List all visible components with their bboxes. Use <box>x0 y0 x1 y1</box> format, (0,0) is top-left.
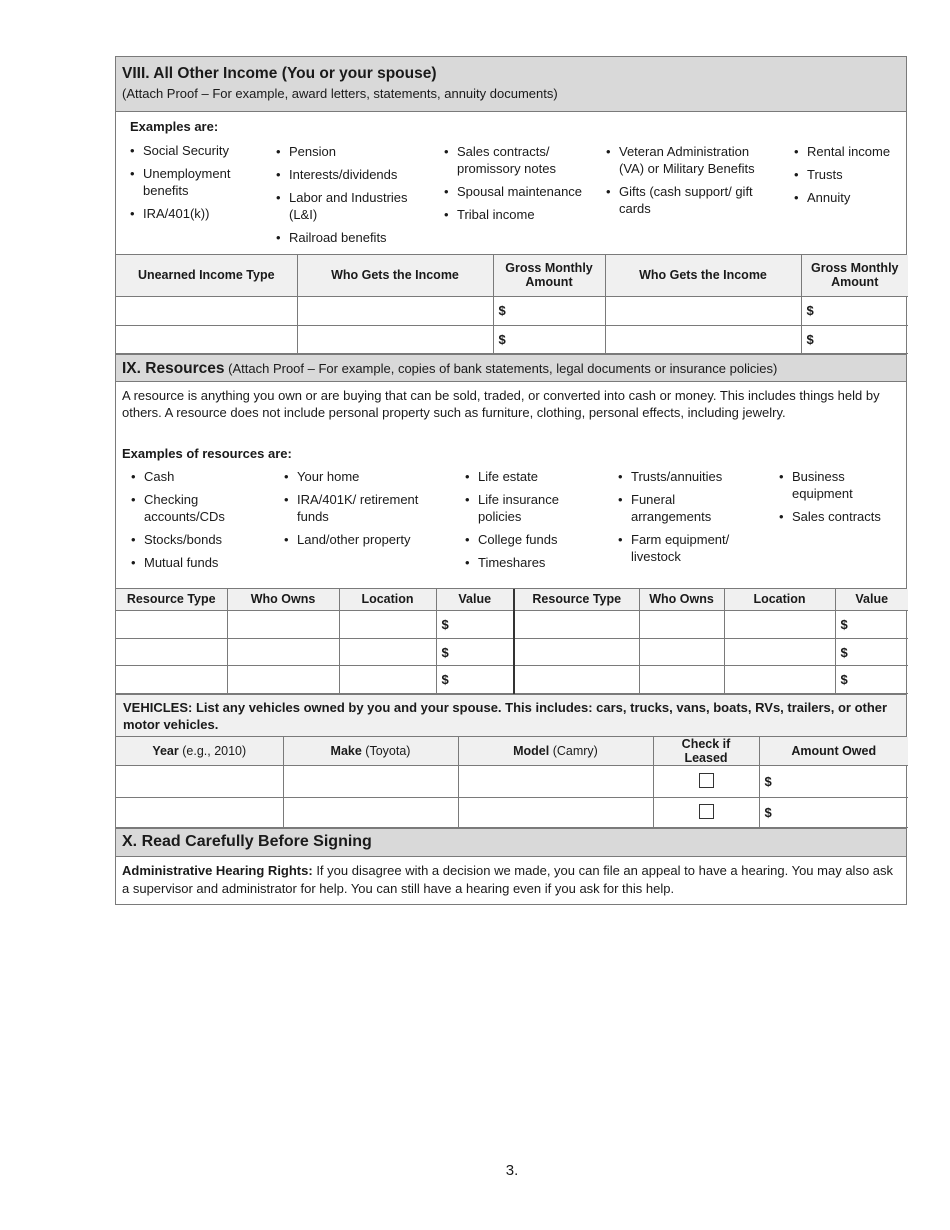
amount-owed-cell[interactable]: $ <box>759 798 908 828</box>
income-examples <box>116 112 906 255</box>
resources-intro: A resource is anything you own or are buying that can be sold, traded, or converted into cash or money. This includes things held by others. A resource does not include personal property such as furniture, clothing, personal effects, including jewelry. <box>122 387 880 420</box>
income-examples-col-5 <box>794 143 904 212</box>
list-item: • Checking accounts/CDs <box>131 491 271 525</box>
year-cell[interactable] <box>116 766 283 798</box>
table-row <box>116 798 908 828</box>
amount-cell[interactable]: $ <box>801 296 908 325</box>
amount-cell[interactable]: $ <box>493 325 605 353</box>
leased-checkbox[interactable] <box>699 773 714 788</box>
list-item: • Labor and Industries (L&I) <box>276 189 426 223</box>
form-page <box>115 56 907 905</box>
page-number: 3. <box>505 1162 519 1179</box>
resource-type-cell[interactable] <box>514 639 639 666</box>
list-item: • Business equipment <box>779 468 899 502</box>
income-type-cell[interactable] <box>116 325 297 353</box>
list-item: • Railroad benefits <box>276 229 426 246</box>
resource-type-cell[interactable] <box>116 639 227 666</box>
list-item: • Interests/dividends <box>276 166 426 183</box>
table-row <box>116 666 908 694</box>
resources-table <box>116 589 908 695</box>
col-who-gets-income: Who Gets the Income <box>605 255 801 296</box>
table-header-row <box>116 589 908 611</box>
leased-cell <box>653 766 759 798</box>
resource-examples-col-2 <box>284 468 424 554</box>
list-item: • Rental income <box>794 143 904 160</box>
year-cell[interactable] <box>116 798 283 828</box>
section-9-subtitle: (Attach Proof – For example, copies of bank statements, legal documents or insurance policies) <box>228 360 778 376</box>
section-8-header <box>116 57 906 112</box>
list-item: • Timeshares <box>465 554 605 571</box>
section-9-title: IX. Resources <box>122 359 225 377</box>
col-location: Location <box>724 589 835 611</box>
list-item: • Tribal income <box>444 206 604 223</box>
col-value: Value <box>436 589 514 611</box>
hearing-rights-label: Administrative Hearing Rights: <box>122 863 313 878</box>
amount-cell[interactable]: $ <box>493 296 605 325</box>
col-unearned-income-type: Unearned Income Type <box>116 255 297 296</box>
list-item: • Life estate <box>465 468 605 485</box>
list-item: • Trusts <box>794 166 904 183</box>
location-cell[interactable] <box>339 666 436 694</box>
list-item: • Sales contracts <box>779 508 899 525</box>
resource-type-cell[interactable] <box>514 666 639 694</box>
who-owns-cell[interactable] <box>639 666 724 694</box>
section-8-title: VIII. All Other Income (You or your spouse) <box>122 65 437 82</box>
col-gross-monthly-amount: Gross Monthly Amount <box>801 255 908 296</box>
vehicles-table <box>116 737 908 828</box>
who-gets-cell[interactable] <box>605 325 801 353</box>
table-row <box>116 639 908 666</box>
col-model: Model (Camry) <box>458 737 653 766</box>
list-item: • Farm equipment/ livestock <box>618 531 758 565</box>
model-cell[interactable] <box>458 766 653 798</box>
section-8-subtitle: (Attach Proof – For example, award letters, statements, annuity documents) <box>122 86 558 101</box>
list-item: • Stocks/bonds <box>131 531 271 548</box>
amount-owed-cell[interactable]: $ <box>759 766 908 798</box>
section-10-header <box>116 828 906 857</box>
hearing-rights <box>116 857 906 904</box>
table-row <box>116 296 908 325</box>
col-resource-type: Resource Type <box>116 589 227 611</box>
amount-cell[interactable]: $ <box>801 325 908 353</box>
list-item: • Sales contracts/ promissory notes <box>444 143 604 177</box>
section-9-header <box>116 354 906 382</box>
col-who-gets-income: Who Gets the Income <box>297 255 493 296</box>
table-row <box>116 325 908 353</box>
income-examples-col-2 <box>276 143 426 252</box>
section-10-title: X. Read Carefully Before Signing <box>122 833 372 850</box>
col-resource-type: Resource Type <box>514 589 639 611</box>
location-cell[interactable] <box>724 639 835 666</box>
income-examples-label: Examples are: <box>130 119 219 134</box>
resource-examples-col-1 <box>131 468 271 577</box>
vehicles-heading: VEHICLES: List any vehicles owned by you and your spouse. This includes: cars, trucks, vans, boats, RVs, trailers, or other motor vehicles. <box>116 694 906 737</box>
value-cell[interactable]: $ <box>436 611 514 639</box>
who-owns-cell[interactable] <box>227 611 339 639</box>
who-owns-cell[interactable] <box>639 611 724 639</box>
value-cell[interactable]: $ <box>835 666 908 694</box>
list-item: • Trusts/annuities <box>618 468 758 485</box>
make-cell[interactable] <box>283 798 458 828</box>
list-item: • Veteran Administration (VA) or Military Benefits <box>606 143 756 177</box>
who-owns-cell[interactable] <box>227 666 339 694</box>
income-type-cell[interactable] <box>116 296 297 325</box>
income-examples-col-3 <box>444 143 604 229</box>
resources-examples-label: Examples of resources are: <box>122 445 292 461</box>
table-row <box>116 766 908 798</box>
list-item: • Gifts (cash support/ gift cards <box>606 183 756 217</box>
make-cell[interactable] <box>283 766 458 798</box>
col-value: Value <box>835 589 908 611</box>
resource-type-cell[interactable] <box>514 611 639 639</box>
who-owns-cell[interactable] <box>227 639 339 666</box>
col-location: Location <box>339 589 436 611</box>
list-item: • IRA/401(k)) <box>130 205 260 222</box>
list-item: • Spousal maintenance <box>444 183 604 200</box>
list-item: • Mutual funds <box>131 554 271 571</box>
location-cell[interactable] <box>724 666 835 694</box>
location-cell[interactable] <box>339 611 436 639</box>
resource-type-cell[interactable] <box>116 611 227 639</box>
resource-examples-col-4 <box>618 468 758 571</box>
list-item: • Social Security <box>130 142 260 159</box>
hearing-rights-text: If you disagree with a decision we made, you can file an appeal to have a hearing. You may also ask a supervisor and administrator for help. You can still have a hearing even if you ask for this help. <box>122 863 894 896</box>
list-item: • Annuity <box>794 189 904 206</box>
list-item: • Funeral arrangements <box>618 491 758 525</box>
col-amount-owed: Amount Owed <box>759 737 908 766</box>
table-header-row <box>116 737 908 766</box>
unearned-income-table <box>116 255 908 354</box>
col-who-owns: Who Owns <box>639 589 724 611</box>
col-make: Make (Toyota) <box>283 737 458 766</box>
location-cell[interactable] <box>724 611 835 639</box>
income-examples-col-1 <box>130 142 260 228</box>
resource-examples-col-5 <box>779 468 899 531</box>
list-item: • Your home <box>284 468 424 485</box>
list-item: • Pension <box>276 143 426 160</box>
value-cell[interactable]: $ <box>436 639 514 666</box>
who-owns-cell[interactable] <box>639 639 724 666</box>
model-cell[interactable] <box>458 798 653 828</box>
value-cell[interactable]: $ <box>436 666 514 694</box>
income-examples-col-4 <box>606 143 756 223</box>
list-item: • IRA/401K/ retirement funds <box>284 491 424 525</box>
col-gross-monthly-amount: Gross Monthly Amount <box>493 255 605 296</box>
table-header-row <box>116 255 908 296</box>
leased-cell <box>653 798 759 828</box>
who-gets-cell[interactable] <box>605 296 801 325</box>
resources-info <box>116 382 906 589</box>
col-check-if-leased: Check if Leased <box>653 737 759 766</box>
value-cell[interactable]: $ <box>835 611 908 639</box>
list-item: • Life insurance policies <box>465 491 605 525</box>
who-gets-cell[interactable] <box>297 296 493 325</box>
list-item: • Land/other property <box>284 531 424 548</box>
list-item: • Unemployment benefits <box>130 165 260 199</box>
resource-type-cell[interactable] <box>116 666 227 694</box>
col-year: Year (e.g., 2010) <box>116 737 283 766</box>
table-row <box>116 611 908 639</box>
value-cell[interactable]: $ <box>835 639 908 666</box>
leased-checkbox[interactable] <box>699 804 714 819</box>
location-cell[interactable] <box>339 639 436 666</box>
col-who-owns: Who Owns <box>227 589 339 611</box>
who-gets-cell[interactable] <box>297 325 493 353</box>
list-item: • College funds <box>465 531 605 548</box>
resource-examples-col-3 <box>465 468 605 577</box>
list-item: • Cash <box>131 468 271 485</box>
